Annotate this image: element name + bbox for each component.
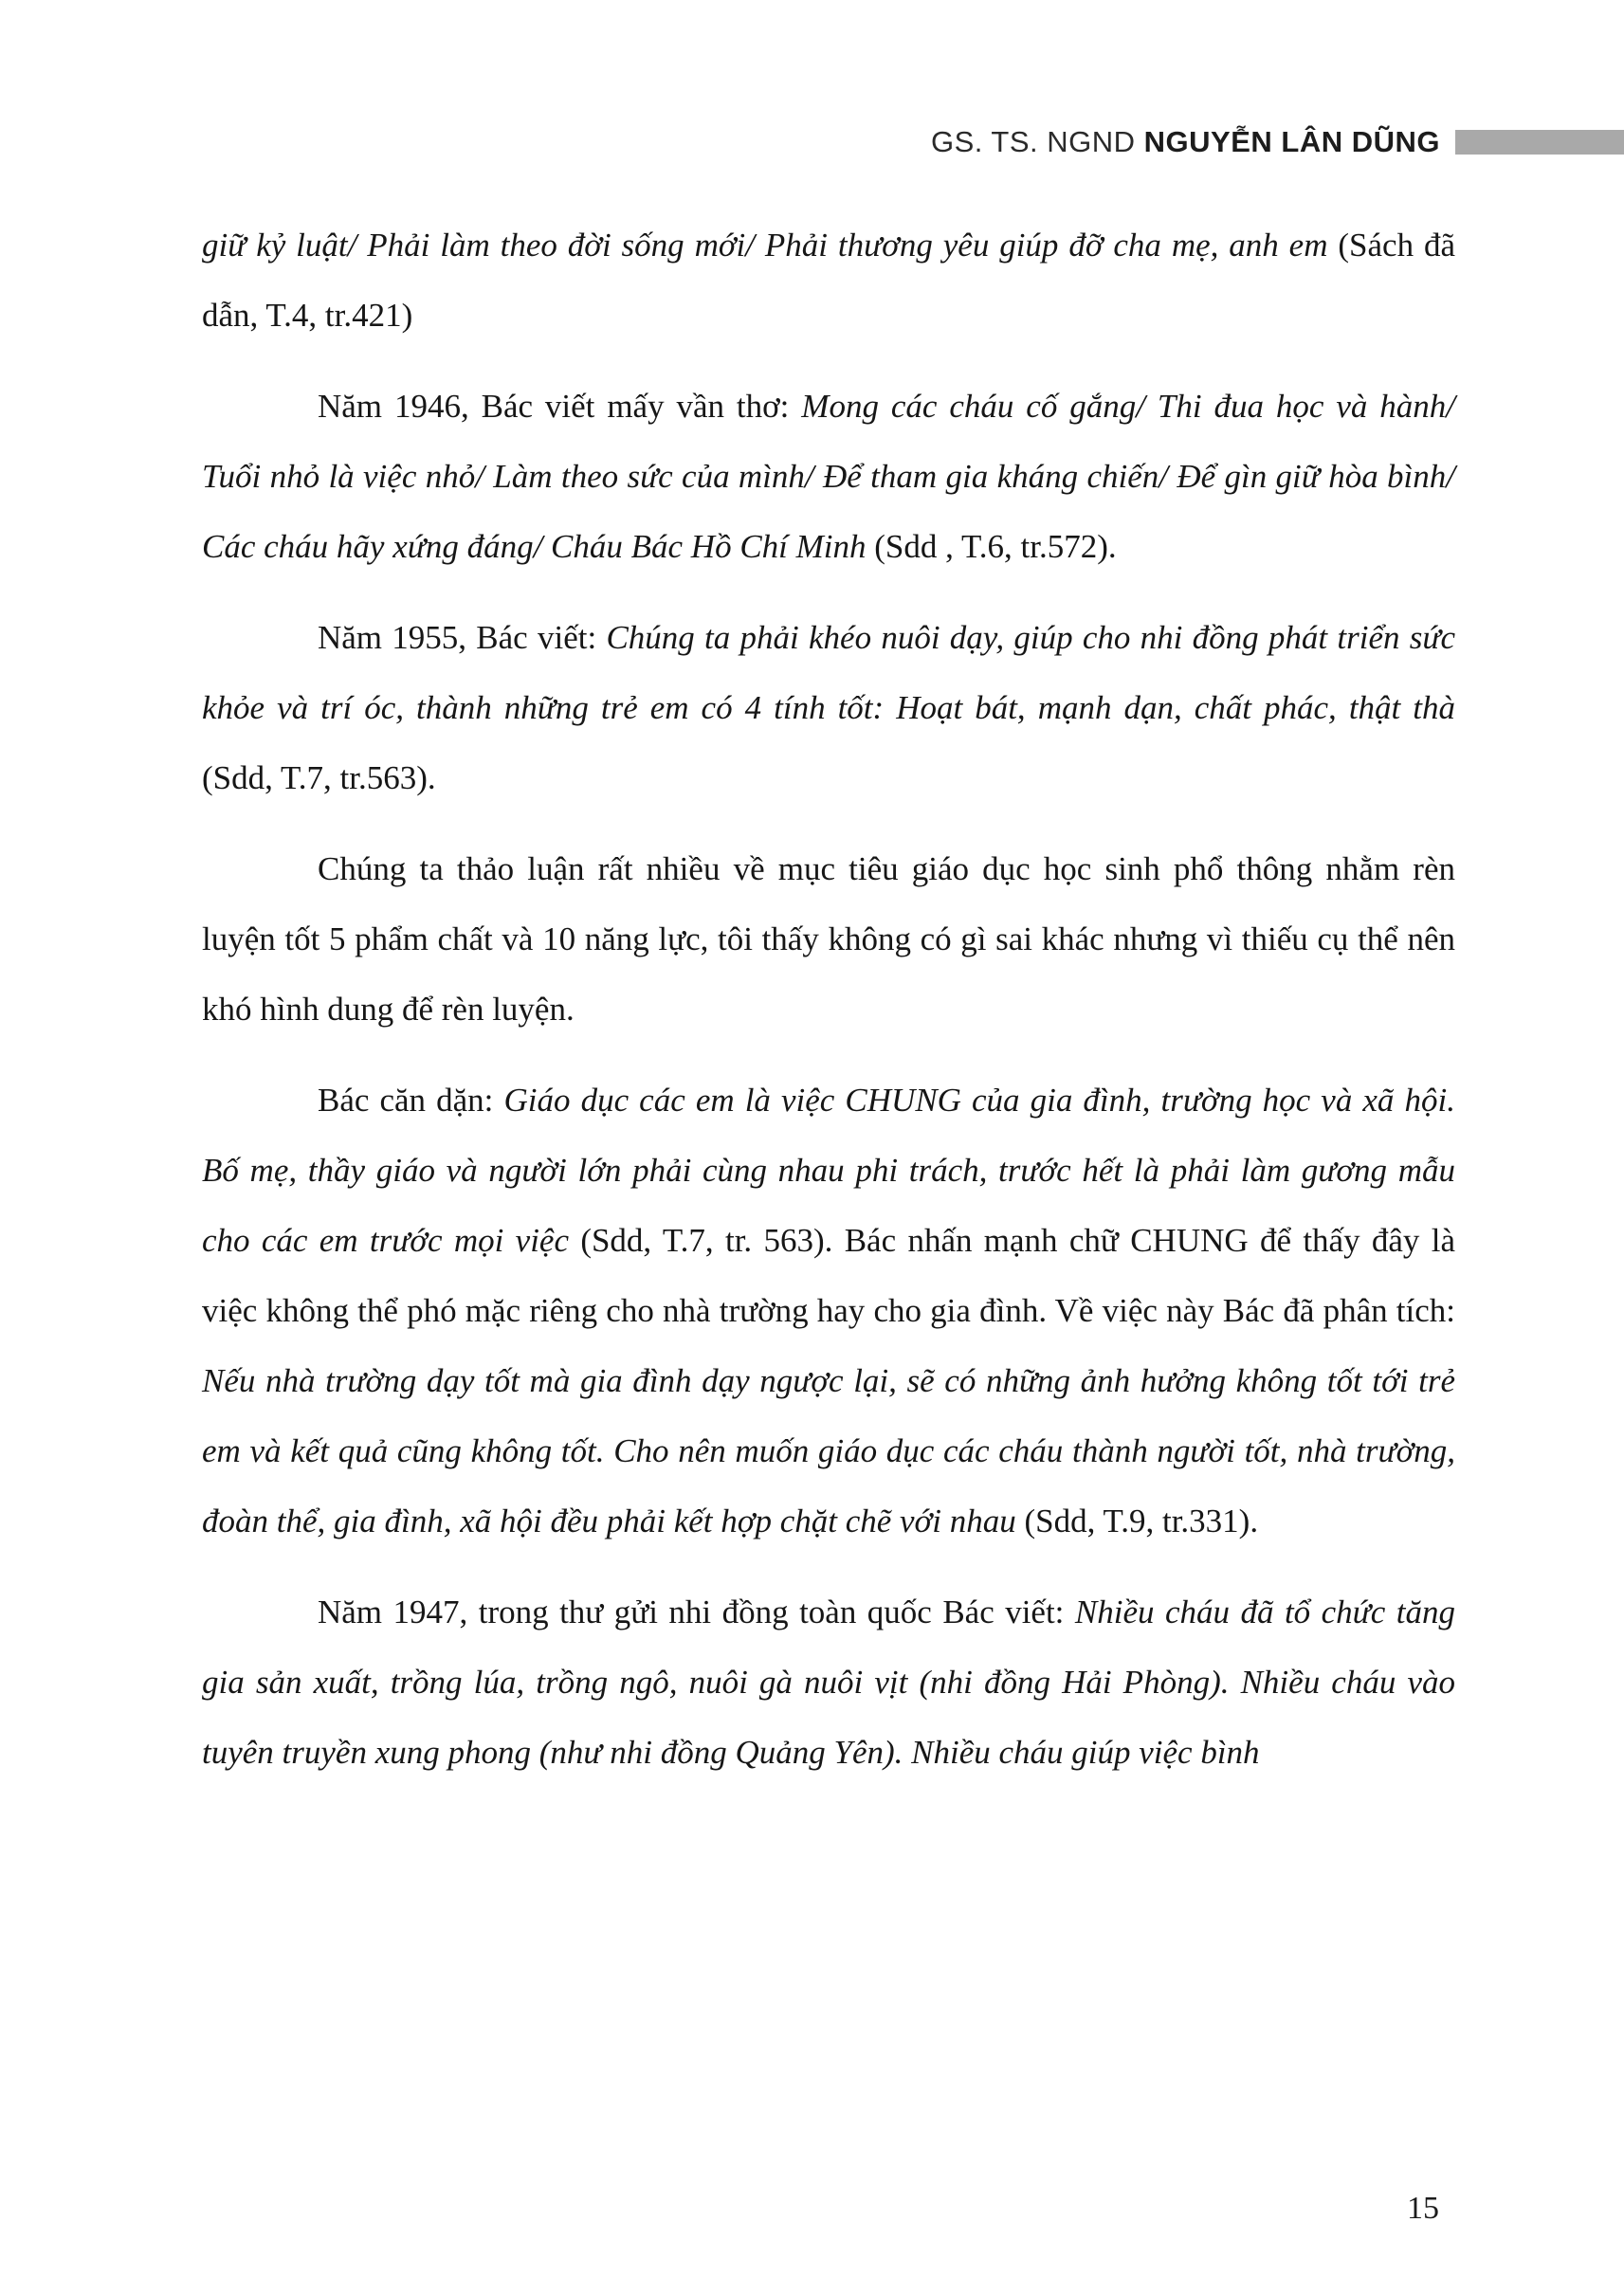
body-text: Năm 1946, Bác viết mấy vần thơ:: [318, 388, 802, 425]
body-text: (Sách đã dẫn, T.4, tr.421): [202, 227, 1455, 334]
body-text: (Sdd , T.6, tr.572).: [874, 528, 1117, 565]
paragraph: [202, 603, 1455, 813]
body-text: (Sdd, T.7, tr. 563). Bác nhấn mạnh chữ CHUNG để thấy đây là việc không thể phó mặc riêng cho nhà trường hay cho gia đình. Về việc này Bác đã phân tích:: [202, 1222, 1456, 1329]
quote-text: Nếu nhà trường dạy tốt mà gia đình dạy ngược lại, sẽ có những ảnh hưởng không tốt tới trẻ em và kết quả cũng không tốt. Cho nên muốn giáo dục các cháu thành người tốt, nhà trường, đoàn thể, gia đình, xã hội đều phải kết hợp chặt chẽ với nhau: [202, 1362, 1455, 1539]
quote-text: Giáo dục các em là việc CHUNG của gia đình, trường học và xã hội. Bố mẹ, thầy giáo và người lớn phải cùng nhau phi trách, trước hết là phải làm gương mẫu cho các em trước mọi việc: [202, 1082, 1455, 1259]
quote-text: Nhiều cháu đã tổ chức tăng gia sản xuất, trồng lúa, trồng ngô, nuôi gà nuôi vịt (nhi đồng Hải Phòng). Nhiều cháu vào tuyên truyền xung phong (như nhi đồng Quảng Yên). Nhiều cháu giúp việc bình: [202, 1594, 1455, 1771]
body-text: (Sdd, T.7, tr.563).: [202, 759, 436, 796]
author-name: NGUYỄN LÂN DŨNG: [1143, 125, 1440, 158]
paragraph: [202, 834, 1455, 1045]
paragraph: [202, 1577, 1455, 1788]
quote-text: Chúng ta phải khéo nuôi dạy, giúp cho nhi đồng phát triển sức khỏe và trí óc, thành những trẻ em có 4 tính tốt: Hoạt bát, mạnh dạn, chất phác, thật thà: [202, 619, 1456, 726]
quote-text: Mong các cháu cố gắng/ Thi đua học và hành/ Tuổi nhỏ là việc nhỏ/ Làm theo sức của mình/ Để tham gia kháng chiến/ Để gìn giữ hòa bình/ Các cháu hãy xứng đáng/ Cháu Bác Hồ Chí Minh: [202, 388, 1455, 565]
body-text: Năm 1955, Bác viết:: [318, 619, 607, 656]
body-text: Năm 1947, trong thư gửi nhi đồng toàn quốc Bác viết:: [318, 1594, 1075, 1630]
body-text: (Sdd, T.9, tr.331).: [1024, 1503, 1259, 1539]
body-text: Bác căn dặn:: [318, 1082, 504, 1119]
author-titles: GS. TS. NGND: [930, 125, 1144, 158]
header-decoration-bar: [1455, 130, 1624, 155]
author-header: [931, 127, 1440, 156]
paragraph: [202, 1066, 1455, 1557]
page-content: [202, 210, 1455, 1809]
paragraph: [202, 372, 1455, 582]
paragraph: [202, 210, 1455, 351]
quote-text: giữ kỷ luật/ Phải làm theo đời sống mới/ Phải thương yêu giúp đỡ cha mẹ, anh em: [202, 227, 1339, 264]
page-header: [0, 127, 1624, 156]
body-text: Chúng ta thảo luận rất nhiều về mục tiêu giáo dục học sinh phổ thông nhằm rèn luyện tốt 5 phẩm chất và 10 năng lực, tôi thấy không có gì sai khác nhưng vì thiếu cụ thể nên khó hình dung để rèn luyện.: [202, 850, 1455, 1028]
page-number: 15: [1407, 2191, 1439, 2226]
